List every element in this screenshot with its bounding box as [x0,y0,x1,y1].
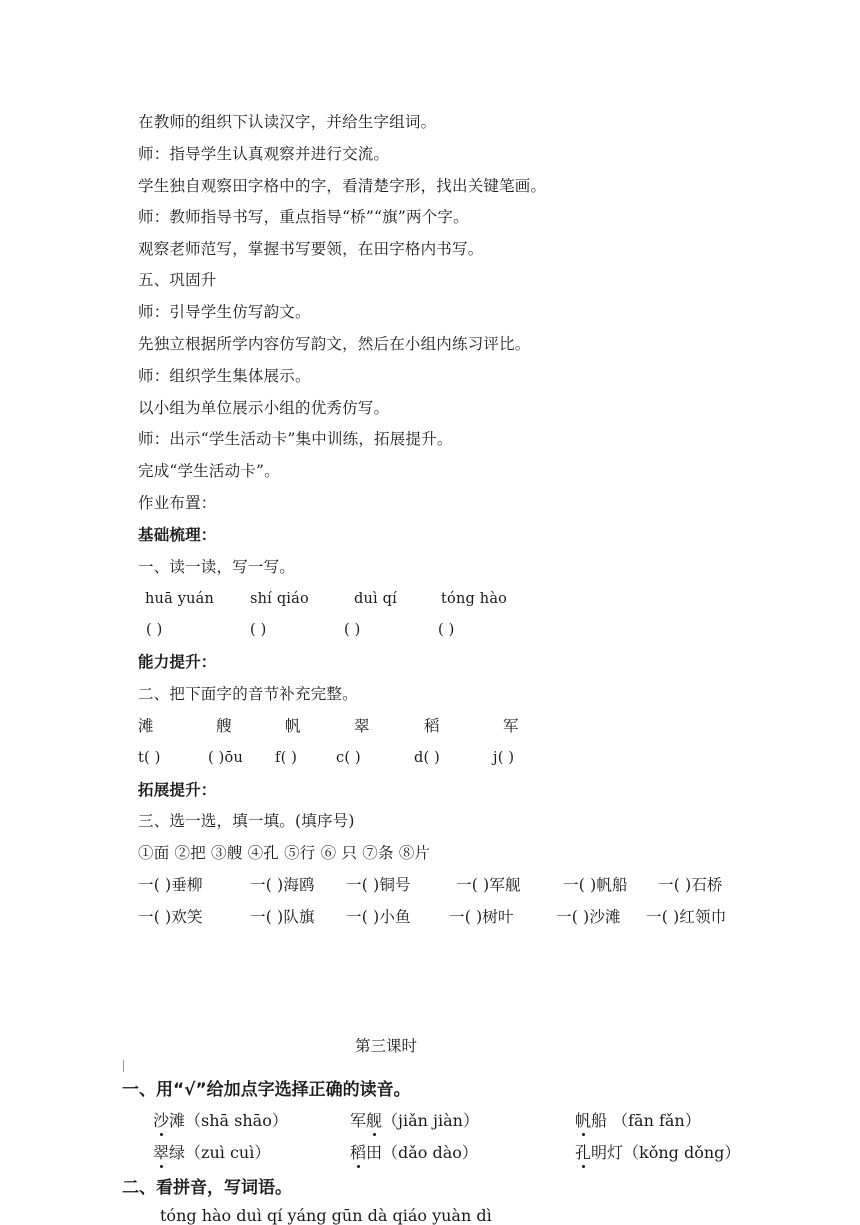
extend-heading: 拓展提升： [138,781,217,799]
reading-option: 孔明灯（kǒng dǒng） [575,1140,740,1163]
lesson-title: 第三课时 [355,1037,418,1055]
dotted-char: 稻 [350,1140,366,1163]
text-line: 师：出示“学生活动卡”集中训练，拓展提升。 [138,430,453,448]
fill-item: 一( )树叶 [449,908,514,926]
dotted-char: 帆 [575,1108,591,1131]
text-line: 观察老师范写，掌握书写要领，在田字格内书写。 [138,240,484,258]
reading-option: 军舰（jiǎn jiàn） [350,1108,479,1131]
syllable-item: j( ) [493,750,515,766]
reading-option: 帆船 （fān fǎn） [575,1108,701,1131]
char-item: 军 [503,717,519,735]
syllable-item: d( ) [414,750,441,766]
basic-heading: 基础梳理： [138,526,217,544]
text-line: 完成“学生活动卡”。 [138,462,280,480]
text-line: 在教师的组织下认读汉字，并给生字组词。 [138,113,437,131]
syllable-item: c( ) [336,750,361,766]
fill-item: 一( )石桥 [658,876,723,894]
answer-blank: ( ) [250,622,267,638]
options-line: ①面 ②把 ③艘 ④孔 ⑤行 ⑥ 只 ⑦条 ⑧片 [138,844,431,862]
text-line: 师：组织学生集体展示。 [138,367,311,385]
answer-blank: ( ) [344,622,361,638]
fill-item: 一( )海鸥 [250,876,315,894]
cursor-mark [123,1060,124,1072]
fill-item: 一( )队旗 [250,908,315,926]
pinyin-item: duì qí [354,591,397,607]
section-heading: 五、巩固升 [138,271,217,289]
syllable-item: f( ) [275,750,298,766]
text-line: 师：指导学生认真观察并进行交流。 [138,145,390,163]
reading-option: 沙滩（shā shāo） [153,1108,288,1131]
text-line: 以小组为单位展示小组的优秀仿写。 [138,399,390,417]
pinyin-item: shí qiáo [250,591,309,607]
text-line: 师：教师指导书写，重点指导“桥”“旗”两个字。 [138,208,469,226]
char-item: 翠 [354,717,370,735]
dotted-char: 翠 [153,1140,169,1163]
char-item: 帆 [285,717,301,735]
fill-item: 一( )军舰 [456,876,521,894]
char-item: 艘 [216,717,232,735]
syllable-item: ( )ōu [208,750,243,766]
pinyin-item: huā yuán [145,591,215,607]
reading-option: 翠绿（zuì cuì） [153,1140,270,1163]
fill-item: 一( )欢笑 [138,908,203,926]
section-2-heading: 二、看拼音，写词语。 [122,1178,292,1198]
ability-heading: 能力提升： [138,653,217,671]
pinyin-item: tóng hào [441,591,508,607]
syllable-item: t( ) [138,750,161,766]
fill-item: 一( )小鱼 [346,908,411,926]
question-3: 三、选一选，填一填。(填序号) [138,812,355,830]
fill-item: 一( )沙滩 [556,908,621,926]
answer-blank: ( ) [146,622,163,638]
text-line: 作业布置： [138,494,217,512]
reading-option: 稻田（dǎo dào） [350,1140,478,1163]
fill-item: 一( )铜号 [346,876,411,894]
question-1: 一、读一读，写一写。 [138,558,296,576]
dotted-char: 沙 [153,1108,169,1131]
cutoff-pinyin-row: tóng hào duì qí yáng gūn dà qiáo yuàn dì [160,1206,492,1225]
fill-item: 一( )垂柳 [138,876,203,894]
text-line: 学生独自观察田字格中的字，看清楚字形，找出关键笔画。 [138,177,547,195]
fill-item: 一( )红领巾 [646,908,727,926]
char-item: 稻 [424,717,440,735]
text-line: 先独立根据所学内容仿写韵文，然后在小组内练习评比。 [138,335,531,353]
dotted-char: 舰 [366,1108,382,1131]
dotted-char: 孔 [575,1140,591,1163]
question-2: 二、把下面字的音节补充完整。 [138,685,358,703]
fill-item: 一( )帆船 [563,876,628,894]
section-1-heading: 一、用“√”给加点字选择正确的读音。 [122,1080,411,1100]
text-line: 师：引导学生仿写韵文。 [138,303,311,321]
char-item: 滩 [138,717,154,735]
answer-blank: ( ) [438,622,455,638]
